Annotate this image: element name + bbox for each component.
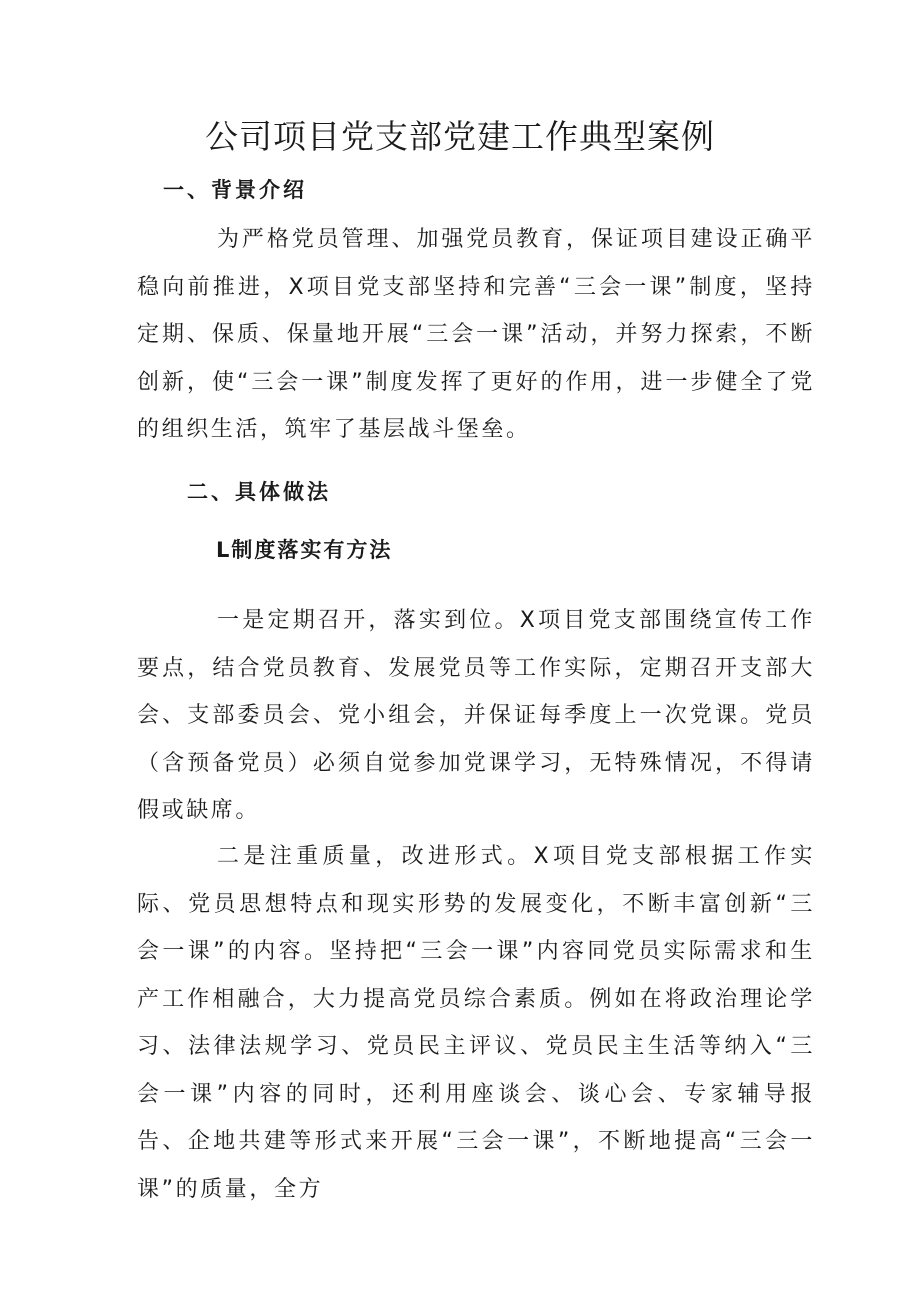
section2-heading: 二、具体做法 xyxy=(187,480,331,504)
section2-paragraph2: 二是注重质量，改进形式。X项目党支部根据工作实际、党员思想特点和现实形势的发展变化，不断丰富创新“三会一课”的内容。坚持把“三会一课”内容同党员实际需求和生产工作相融合，大力提高党员综合素质。例如在将政治理论学习、法律法规学习、党员民主评议、党员民主生活等纳入“三会一课”内容的同时，还利用座谈会、谈心会、专家辅导报告、企地共建等形式来开展“三会一课”，不断地提高“三会一课”的质量，全方 xyxy=(137,844,815,1202)
document-title: 公司项目党支部党建工作典型案例 xyxy=(205,117,715,156)
section1-paragraph: 为严格党员管理、加强党员教育，保证项目建设正确平稳向前推进，X项目党支部坚持和完善“三会一课”制度，坚持定期、保质、保量地开展“三会一课”活动，并努力探索，不断创新，使“三会一课”制度发挥了更好的作用，进一步健全了党的组织生活，筑牢了基层战斗堡垒。 xyxy=(137,227,815,442)
section2-paragraph1: 一是定期召开，落实到位。X项目党支部围绕宣传工作要点，结合党员教育、发展党员等工作实际，定期召开支部大会、支部委员会、党小组会，并保证每季度上一次党课。党员（含预备党员）必须自觉参加党课学习，无特殊情况，不得请假或缺席。 xyxy=(137,608,815,823)
section2-subheading: L制度落实有方法 xyxy=(216,538,393,562)
section1-heading: 一、背景介绍 xyxy=(163,178,307,202)
